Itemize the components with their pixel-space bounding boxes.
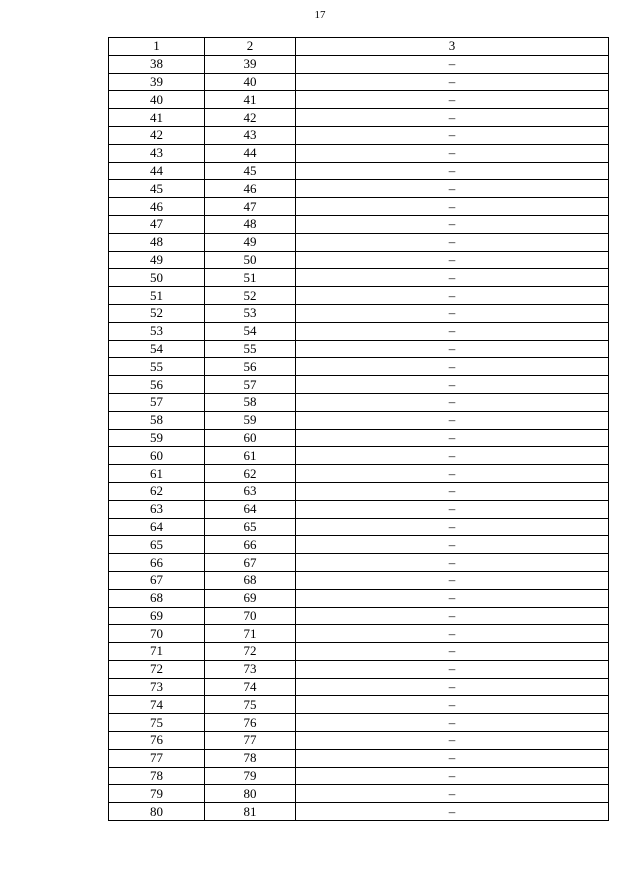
table-cell-col-1: 66: [109, 554, 205, 572]
table-cell-col-1: 67: [109, 571, 205, 589]
table-cell-col-2: 74: [205, 678, 296, 696]
table-cell-col-3: –: [296, 625, 609, 643]
table-row: [109, 215, 609, 233]
table-row: [109, 696, 609, 714]
table-cell-col-2: 68: [205, 571, 296, 589]
table-cell-col-2: 47: [205, 198, 296, 216]
table-cell-col-1: 48: [109, 233, 205, 251]
table-cell-col-3: –: [296, 785, 609, 803]
table-cell-col-1: 65: [109, 536, 205, 554]
table-cell-col-2: 52: [205, 287, 296, 305]
table-cell-col-3: –: [296, 287, 609, 305]
table-row: [109, 411, 609, 429]
table-cell-col-3: –: [296, 696, 609, 714]
table-row: [109, 625, 609, 643]
table-cell-col-2: 65: [205, 518, 296, 536]
table-cell-col-1: 74: [109, 696, 205, 714]
table-cell-col-1: 50: [109, 269, 205, 287]
table-row: [109, 714, 609, 732]
table-cell-col-2: 72: [205, 643, 296, 661]
table-row: [109, 571, 609, 589]
table-row: [109, 126, 609, 144]
table-cell-col-3: –: [296, 447, 609, 465]
table-cell-col-3: –: [296, 429, 609, 447]
table-cell-col-1: 62: [109, 482, 205, 500]
table-row: [109, 322, 609, 340]
table-cell-col-1: 47: [109, 215, 205, 233]
table-cell-col-1: 49: [109, 251, 205, 269]
table-cell-col-2: 54: [205, 322, 296, 340]
table-cell-col-1: 73: [109, 678, 205, 696]
table-cell-col-1: 56: [109, 376, 205, 394]
table-cell-col-2: 57: [205, 376, 296, 394]
table-cell-col-2: 61: [205, 447, 296, 465]
table-cell-col-1: 55: [109, 358, 205, 376]
table-cell-col-2: 50: [205, 251, 296, 269]
table-cell-col-3: –: [296, 518, 609, 536]
table-cell-col-2: 44: [205, 144, 296, 162]
table-cell-col-3: –: [296, 749, 609, 767]
table-row: [109, 269, 609, 287]
table-cell-col-1: 77: [109, 749, 205, 767]
table-row: [109, 803, 609, 821]
table-row: [109, 678, 609, 696]
table-cell-col-1: 45: [109, 180, 205, 198]
table-cell-col-2: 56: [205, 358, 296, 376]
table-row: [109, 749, 609, 767]
table-row: [109, 429, 609, 447]
table-row: [109, 233, 609, 251]
table-cell-col-2: 48: [205, 215, 296, 233]
table-cell-col-3: –: [296, 393, 609, 411]
table-cell-col-1: 40: [109, 91, 205, 109]
table-cell-col-3: –: [296, 251, 609, 269]
table-cell-col-1: 54: [109, 340, 205, 358]
table-cell-col-2: 53: [205, 304, 296, 322]
table-cell-col-3: –: [296, 340, 609, 358]
table-cell-col-1: 63: [109, 500, 205, 518]
table-cell-col-3: –: [296, 803, 609, 821]
table-row: [109, 144, 609, 162]
table-row: [109, 589, 609, 607]
table-cell-col-3: –: [296, 482, 609, 500]
table-row: [109, 482, 609, 500]
table-row: [109, 55, 609, 73]
table-cell-col-2: 77: [205, 732, 296, 750]
table-cell-col-3: –: [296, 536, 609, 554]
table-cell-col-2: 46: [205, 180, 296, 198]
table-cell-col-3: –: [296, 643, 609, 661]
table-cell-col-3: –: [296, 465, 609, 483]
table-header-row: [109, 38, 609, 56]
table-cell-col-1: 71: [109, 643, 205, 661]
table-row: [109, 376, 609, 394]
table-row: [109, 109, 609, 127]
table-cell-col-1: 51: [109, 287, 205, 305]
table-row: [109, 518, 609, 536]
table-cell-col-3: –: [296, 126, 609, 144]
table-cell-col-3: –: [296, 215, 609, 233]
table-cell-col-3: –: [296, 589, 609, 607]
table-cell-col-2: 62: [205, 465, 296, 483]
table-cell-col-3: –: [296, 304, 609, 322]
table-row: [109, 536, 609, 554]
table-cell-col-3: –: [296, 660, 609, 678]
table-cell-col-3: –: [296, 678, 609, 696]
table-row: [109, 91, 609, 109]
table-cell-col-3: –: [296, 732, 609, 750]
table-row: [109, 73, 609, 91]
table-cell-col-1: 75: [109, 714, 205, 732]
page-number: 17: [314, 9, 326, 21]
table-row: [109, 304, 609, 322]
table-cell-col-2: 66: [205, 536, 296, 554]
table-cell-col-1: 76: [109, 732, 205, 750]
table-cell-col-3: –: [296, 322, 609, 340]
table-cell-col-1: 68: [109, 589, 205, 607]
table-cell-col-3: –: [296, 109, 609, 127]
table-cell-col-1: 52: [109, 304, 205, 322]
table-row: [109, 500, 609, 518]
table-row: [109, 732, 609, 750]
table-cell-col-2: 55: [205, 340, 296, 358]
table-cell-col-2: 73: [205, 660, 296, 678]
table-cell-col-1: 46: [109, 198, 205, 216]
table-cell-col-2: 80: [205, 785, 296, 803]
table-row: [109, 554, 609, 572]
table-cell-col-3: –: [296, 500, 609, 518]
table-row: [109, 358, 609, 376]
table-cell-col-1: 70: [109, 625, 205, 643]
table-cell-col-3: –: [296, 73, 609, 91]
table-cell-col-3: –: [296, 162, 609, 180]
table-cell-col-2: 67: [205, 554, 296, 572]
table-cell-col-3: –: [296, 714, 609, 732]
table-cell-col-1: 53: [109, 322, 205, 340]
table-cell-col-1: 44: [109, 162, 205, 180]
column-header-1: 1: [109, 38, 205, 56]
table-cell-col-3: –: [296, 55, 609, 73]
table-cell-col-1: 61: [109, 465, 205, 483]
table-row: [109, 393, 609, 411]
table-cell-col-1: 57: [109, 393, 205, 411]
table-cell-col-2: 51: [205, 269, 296, 287]
table-cell-col-3: –: [296, 269, 609, 287]
table-cell-col-2: 58: [205, 393, 296, 411]
table-cell-col-1: 58: [109, 411, 205, 429]
table-cell-col-2: 40: [205, 73, 296, 91]
table-cell-col-2: 59: [205, 411, 296, 429]
table-row: [109, 198, 609, 216]
table-row: [109, 447, 609, 465]
table-cell-col-2: 70: [205, 607, 296, 625]
table-cell-col-2: 63: [205, 482, 296, 500]
table-cell-col-3: –: [296, 144, 609, 162]
table-cell-col-1: 69: [109, 607, 205, 625]
table-row: [109, 465, 609, 483]
table-cell-col-3: –: [296, 767, 609, 785]
table-row: [109, 180, 609, 198]
table-cell-col-1: 38: [109, 55, 205, 73]
table-row: [109, 340, 609, 358]
table-row: [109, 251, 609, 269]
table-body: [109, 55, 609, 820]
table-cell-col-2: 41: [205, 91, 296, 109]
table-cell-col-3: –: [296, 198, 609, 216]
table-cell-col-3: –: [296, 180, 609, 198]
table-row: [109, 607, 609, 625]
table-cell-col-1: 41: [109, 109, 205, 127]
table-cell-col-2: 49: [205, 233, 296, 251]
table-cell-col-1: 72: [109, 660, 205, 678]
table-cell-col-2: 69: [205, 589, 296, 607]
table-cell-col-2: 71: [205, 625, 296, 643]
table-cell-col-3: –: [296, 91, 609, 109]
table-cell-col-3: –: [296, 411, 609, 429]
table-cell-col-1: 64: [109, 518, 205, 536]
table-cell-col-3: –: [296, 233, 609, 251]
table-cell-col-2: 78: [205, 749, 296, 767]
table-row: [109, 767, 609, 785]
table-cell-col-3: –: [296, 571, 609, 589]
table-row: [109, 162, 609, 180]
table-cell-col-2: 79: [205, 767, 296, 785]
table-cell-col-2: 43: [205, 126, 296, 144]
table-row: [109, 287, 609, 305]
column-header-2: 2: [205, 38, 296, 56]
table-cell-col-3: –: [296, 607, 609, 625]
table-cell-col-2: 39: [205, 55, 296, 73]
table-cell-col-2: 76: [205, 714, 296, 732]
table-cell-col-1: 39: [109, 73, 205, 91]
table-cell-col-1: 59: [109, 429, 205, 447]
table-row: [109, 643, 609, 661]
table-cell-col-3: –: [296, 554, 609, 572]
table-cell-col-3: –: [296, 358, 609, 376]
data-table: [108, 37, 609, 821]
table-cell-col-1: 60: [109, 447, 205, 465]
table-cell-col-2: 45: [205, 162, 296, 180]
table-cell-col-3: –: [296, 376, 609, 394]
table-cell-col-1: 42: [109, 126, 205, 144]
table-cell-col-2: 81: [205, 803, 296, 821]
table-cell-col-2: 64: [205, 500, 296, 518]
column-header-3: 3: [296, 38, 609, 56]
table-cell-col-2: 75: [205, 696, 296, 714]
table-row: [109, 785, 609, 803]
table-cell-col-2: 42: [205, 109, 296, 127]
table-cell-col-1: 80: [109, 803, 205, 821]
table-cell-col-1: 78: [109, 767, 205, 785]
table-cell-col-1: 79: [109, 785, 205, 803]
table-cell-col-1: 43: [109, 144, 205, 162]
table-cell-col-2: 60: [205, 429, 296, 447]
table-row: [109, 660, 609, 678]
